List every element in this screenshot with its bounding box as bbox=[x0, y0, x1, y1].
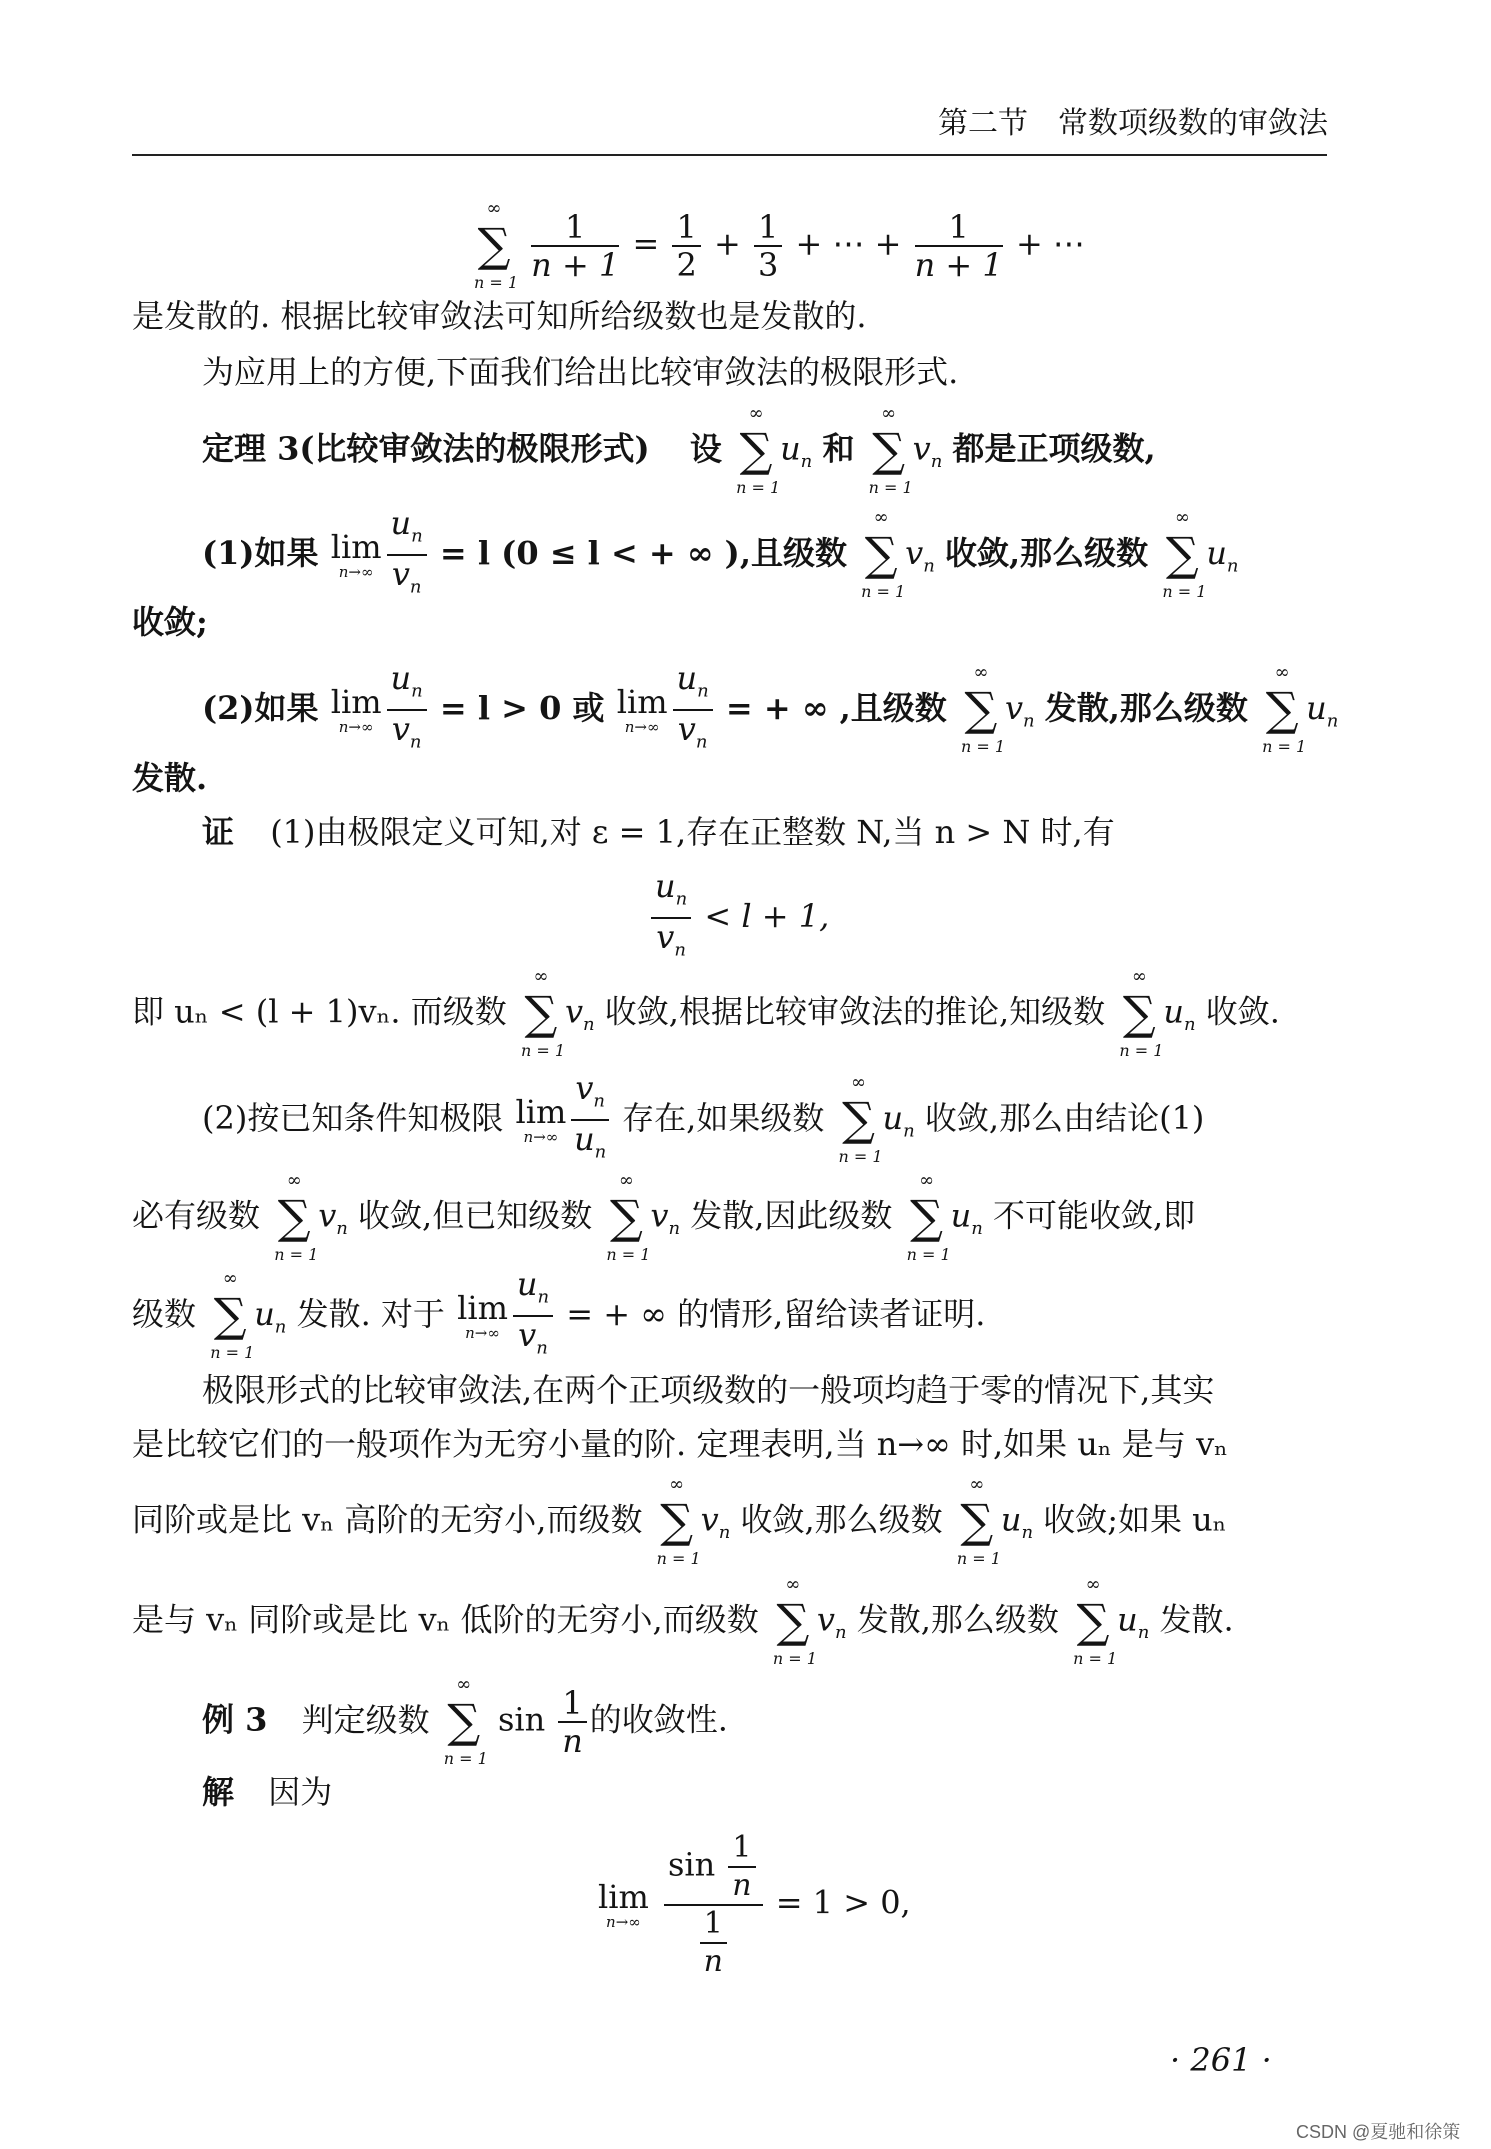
solution-limit-formula: lim n→∞ sin $\frac{1}{n}$ $\frac{1}{n}$ = 1 > 0, bbox=[598, 1830, 911, 1979]
para-limit-4: 是与 vₙ 同阶或是比 vₙ 低阶的无穷小,而级数 ∞ ∑ n = 1 $v_n$ 发散,那么级数 ∞ ∑ n = 1 $u_n$ 发散. bbox=[132, 1574, 1234, 1668]
example-3: 例 3 判定级数 ∞ ∑ n = 1 sin $\frac{1}{n}$ 的收敛性. bbox=[202, 1674, 728, 1768]
theorem-3: 定理 3(比较审敛法的极限形式) 设 ∞ ∑ n = 1 $u_n$ 和 ∞ ∑ n = 1 $v_n$ 都是正项级数, bbox=[202, 403, 1156, 497]
proof-inequality: $\frac{u_n}{v_n}$ < l + 1, bbox=[648, 868, 829, 969]
theorem-item-2-end: 发散. bbox=[132, 759, 208, 797]
header-rule bbox=[132, 154, 1327, 156]
proof-line-1: 证 (1)由极限定义可知,对 ε = 1,存在正整数 N,当 n > N 时,有 bbox=[202, 813, 1115, 851]
proof-line-3: (2)按已知条件知极限 lim n→∞ $\frac{v_n}{u_n}$ 存在,如果级数 ∞ ∑ n = 1 $u_n$ 收敛,那么由结论(1) bbox=[202, 1069, 1205, 1167]
paragraph-2: 为应用上的方便,下面我们给出比较审敛法的极限形式. bbox=[202, 353, 959, 391]
proof-line-5: 级数 ∞ ∑ n = 1 $u_n$ 发散. 对于 lim n→∞ $\frac{u_n}{v_n}$ = + ∞ 的情形,留给读者证明. bbox=[132, 1265, 986, 1363]
example-label: 例 3 bbox=[202, 1700, 268, 1739]
proof-line-4: 必有级数 ∞ ∑ n = 1 $v_n$ 收敛,但已知级数 ∞ ∑ n = 1 $v_n$ 发散,因此级数 ∞ ∑ n = 1 $u_n$ 不可能收敛,即 bbox=[132, 1170, 1196, 1264]
paragraph-1: 是发散的. 根据比较审敛法可知所给级数也是发散的. bbox=[132, 297, 867, 335]
page-number: · 261 · bbox=[1170, 2041, 1272, 2079]
para-limit-2: 是比较它们的一般项作为无穷小量的阶. 定理表明,当 n→∞ 时,如果 uₙ 是与 vₙ bbox=[132, 1425, 1229, 1463]
para-limit-1: 极限形式的比较审敛法,在两个正项级数的一般项均趋于零的情况下,其实 bbox=[202, 1371, 1215, 1409]
header-section-title: 常数项级数的审敛法 bbox=[1058, 106, 1328, 141]
header-section-label: 第二节 bbox=[938, 106, 1028, 141]
theorem-title: 定理 3(比较审敛法的极限形式) bbox=[202, 429, 650, 468]
para-limit-3: 同阶或是比 vₙ 高阶的无穷小,而级数 ∞ ∑ n = 1 $v_n$ 收敛,那么级数 ∞ ∑ n = 1 $u_n$ 收敛;如果 uₙ bbox=[132, 1474, 1227, 1568]
csdn-watermark: CSDN @夏驰和徐策 bbox=[1296, 2122, 1461, 2142]
theorem-item-2: (2)如果 lim n→∞ $\frac{u_n}{v_n}$ = l > 0 或 lim n→∞ $\frac{u_n}{v_n}$ = + ∞ ,且级数 ∞ ∑ n = 1 $v_n$ 发散,那么级数 ∞ ∑ n = 1 $u_n$ bbox=[202, 659, 1339, 757]
theorem-item-1: (1)如果 lim n→∞ $\frac{u_n}{v_n}$ = l (0 ≤ l < + ∞ ),且级数 ∞ ∑ n = 1 $v_n$ 收敛,那么级数 ∞ ∑ n = 1 $u_n$ bbox=[202, 504, 1239, 602]
theorem-item-1-end: 收敛; bbox=[132, 603, 208, 641]
proof-line-2: 即 uₙ < (l + 1)vₙ. 而级数 ∞ ∑ n = 1 $v_n$ 收敛,根据比较审敛法的推论,知级数 ∞ ∑ n = 1 $u_n$ 收敛. bbox=[132, 966, 1280, 1060]
sum-symbol: ∞ ∑ n = 1 bbox=[474, 198, 519, 292]
formula-top: ∞ ∑ n = 1 $\frac{1}{n + 1}$ = $\frac{1}{2}$ + $\frac{1}{3}$ + ⋯ + $\frac{1}{n + 1}$ + ⋯ bbox=[474, 198, 1085, 292]
solution-label-line: 解 因为 bbox=[202, 1773, 333, 1811]
